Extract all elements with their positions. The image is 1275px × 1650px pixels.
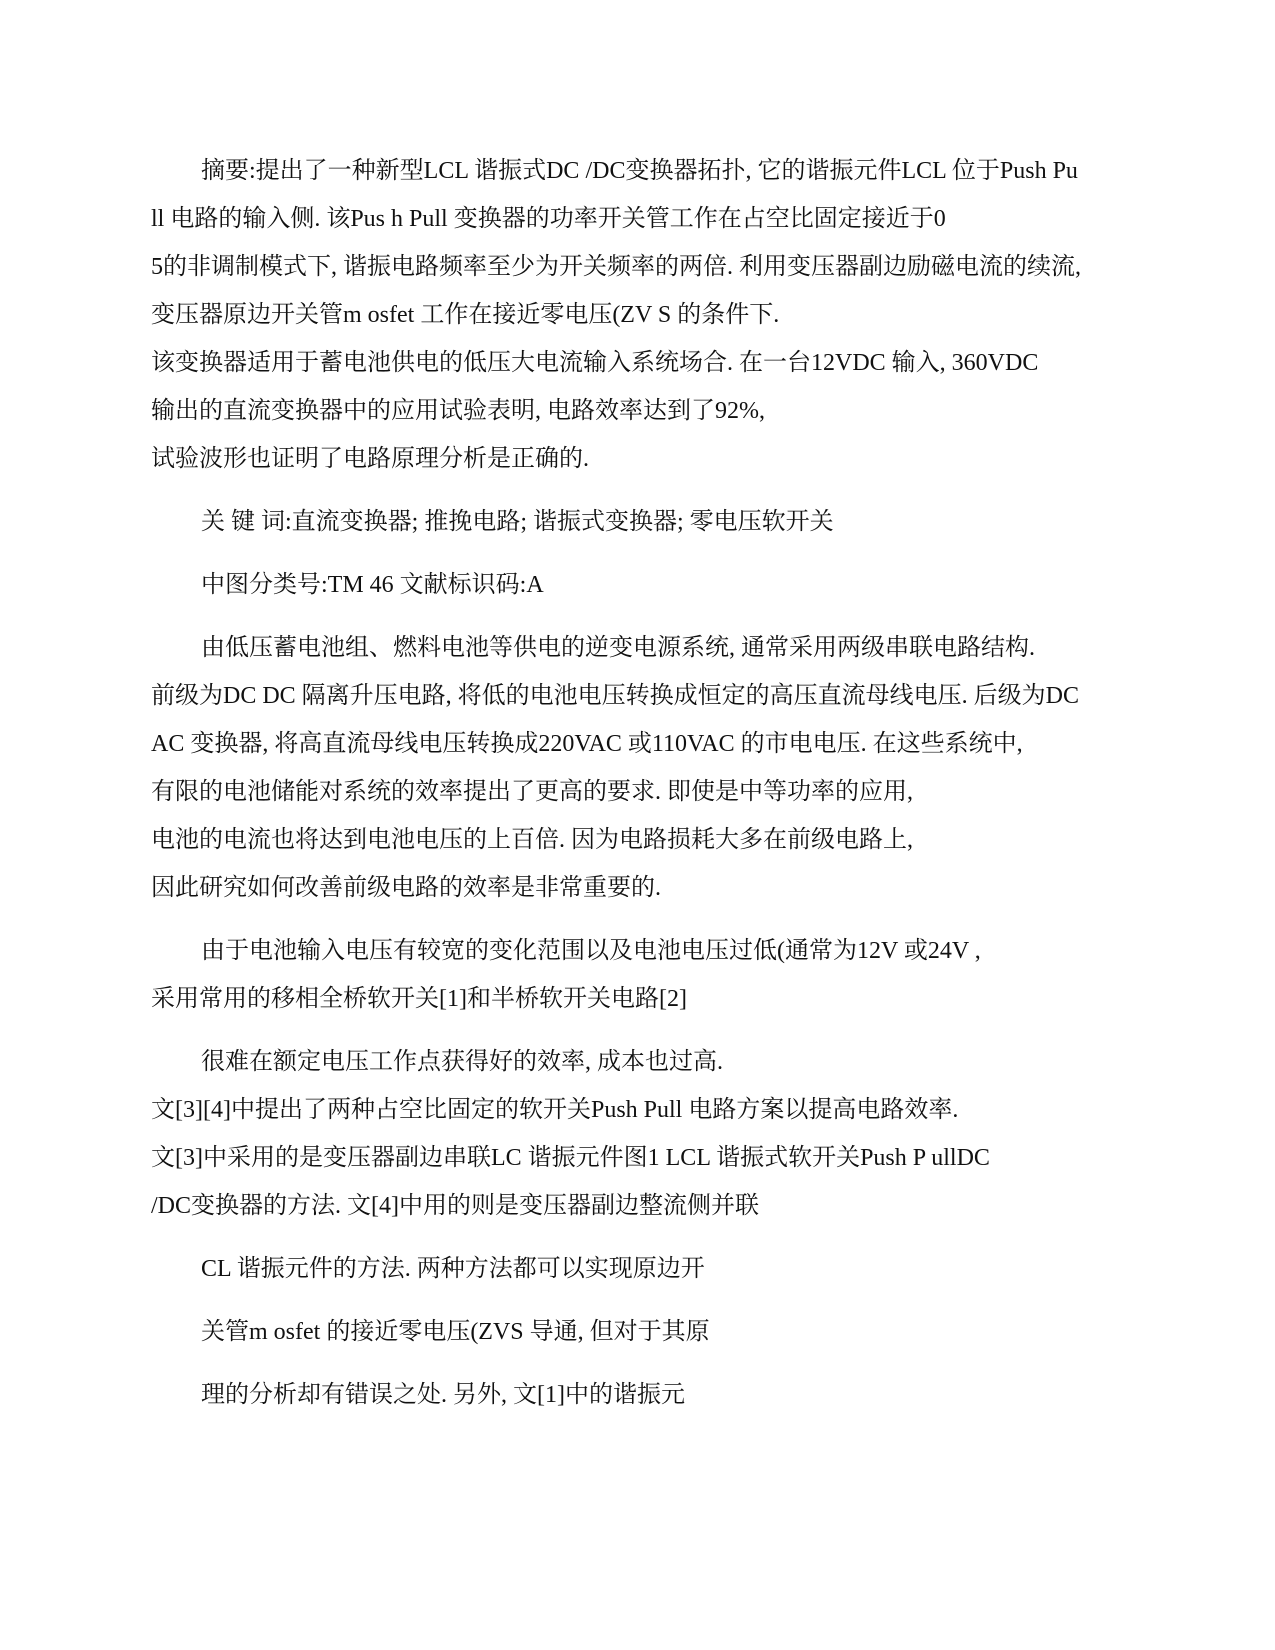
- body-line: 电池的电流也将达到电池电压的上百倍. 因为电路损耗大多在前级电路上,: [151, 827, 913, 853]
- body-line: CL 谐振元件的方法. 两种方法都可以实现原边开: [201, 1256, 705, 1282]
- body-line: 文[3][4]中提出了两种占空比固定的软开关Push Pull 电路方案以提高电路效率.: [151, 1097, 959, 1123]
- abstract-line: 5的非调制模式下, 谐振电路频率至少为开关频率的两倍. 利用变压器副边励磁电流的续流,: [151, 254, 1081, 280]
- body-line: 文[3]中采用的是变压器副边串联LC 谐振元件图1 LCL 谐振式软开关Push P ullDC: [151, 1145, 990, 1171]
- body-line: /DC变换器的方法. 文[4]中用的则是变压器副边整流侧并联: [151, 1193, 759, 1219]
- body-line: 关管m osfet 的接近零电压(ZVS 导通, 但对于其原: [201, 1319, 710, 1345]
- keywords-line: 关 键 词:直流变换器; 推挽电路; 谐振式变换器; 零电压软开关: [201, 509, 834, 535]
- abstract-line: 输出的直流变换器中的应用试验表明, 电路效率达到了92%,: [151, 398, 765, 424]
- body-line: 有限的电池储能对系统的效率提出了更高的要求. 即使是中等功率的应用,: [151, 779, 913, 805]
- body-line: 因此研究如何改善前级电路的效率是非常重要的.: [151, 875, 661, 901]
- body-line: 理的分析却有错误之处. 另外, 文[1]中的谐振元: [201, 1382, 685, 1408]
- body-line: 很难在额定电压工作点获得好的效率, 成本也过高.: [201, 1049, 723, 1075]
- body-line: 前级为DC DC 隔离升压电路, 将低的电池电压转换成恒定的高压直流母线电压. 后级为DC: [151, 683, 1080, 709]
- body-line: 由低压蓄电池组、燃料电池等供电的逆变电源系统, 通常采用两级串联电路结构.: [201, 635, 1035, 661]
- abstract-line: 变压器原边开关管m osfet 工作在接近零电压(ZV S 的条件下.: [151, 302, 780, 328]
- abstract-line: 试验波形也证明了电路原理分析是正确的.: [151, 446, 589, 472]
- abstract-line: ll 电路的输入侧. 该Pus h Pull 变换器的功率开关管工作在占空比固定接近于0: [151, 206, 946, 232]
- body-line: AC 变换器, 将高直流母线电压转换成220VAC 或110VAC 的市电电压. 在这些系统中,: [151, 731, 1023, 757]
- body-line: 由于电池输入电压有较宽的变化范围以及电池电压过低(通常为12V 或24V ,: [201, 938, 981, 964]
- classification-line: 中图分类号:TM 46 文献标识码:A: [201, 572, 544, 598]
- abstract-line: 摘要:提出了一种新型LCL 谐振式DC /DC变换器拓扑, 它的谐振元件LCL 位于Push Pu: [201, 158, 1078, 184]
- abstract-line: 该变换器适用于蓄电池供电的低压大电流输入系统场合. 在一台12VDC 输入, 360VDC: [151, 350, 1039, 376]
- body-line: 采用常用的移相全桥软开关[1]和半桥软开关电路[2]: [151, 986, 687, 1012]
